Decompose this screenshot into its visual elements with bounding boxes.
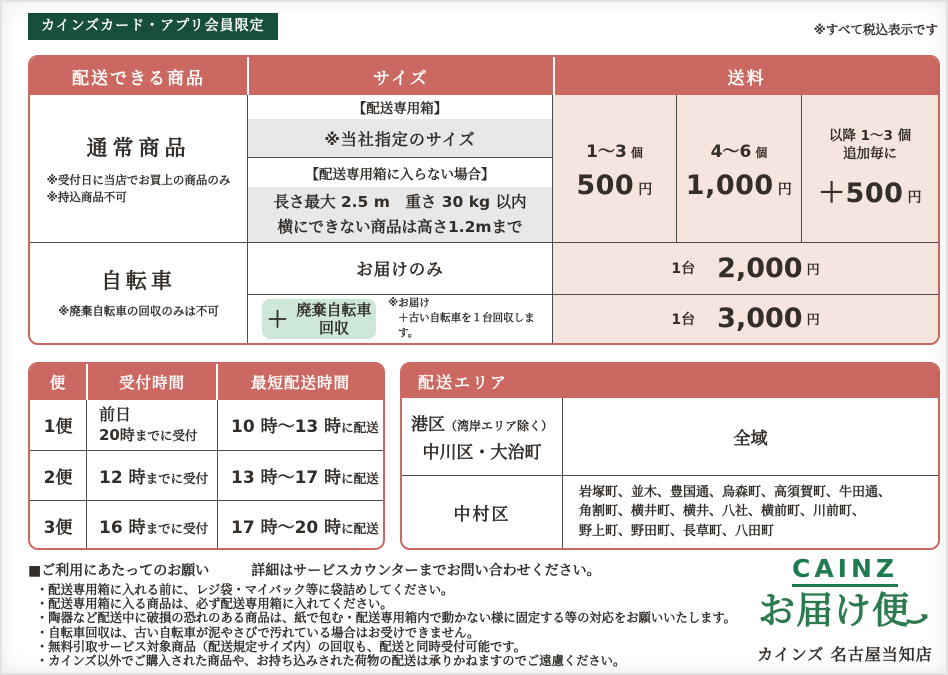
coverage-label: 全域 — [733, 429, 768, 449]
footer-note: ・自転車回収は、古い自転車が泥やさびで汚れている場合はお受けできません。 — [36, 625, 480, 640]
area-line2: 中川区・大治町 — [422, 443, 542, 463]
area-table — [400, 362, 940, 550]
bin-label: 1便 — [43, 417, 73, 437]
bike-fee-unit: 円 — [806, 262, 820, 278]
bicycle-cell — [30, 242, 247, 343]
normal-item-note2: ※持込商品不可 — [46, 189, 127, 204]
normal-item-name: 通常商品 — [86, 135, 191, 160]
swoosh-arrow-icon — [906, 607, 932, 625]
main-table — [28, 55, 940, 345]
grid-line — [30, 242, 938, 243]
fee-qty: 1～3 個 — [586, 141, 643, 162]
schedule-table — [28, 362, 385, 550]
header-bin: 便 — [30, 364, 86, 400]
delivery-only-label: お届けのみ — [356, 260, 444, 279]
bin-label: 3便 — [43, 517, 73, 538]
grid-line — [247, 95, 248, 343]
normal-item-note1: ※受付日に当店でお買上の商品のみ — [46, 172, 231, 187]
size-nobox-line2: 横にできない商品は高さ1.2mまで — [277, 217, 523, 236]
delivery-only-cell — [248, 242, 552, 294]
bicycle-name: 自転車 — [101, 269, 176, 293]
area-cell-nakamura — [402, 476, 562, 548]
header-deliverable-items: 配送できる商品 — [30, 57, 247, 95]
size-nobox-line1: 長さ最大 2.5 m 重さ 30 kg 以内 — [273, 192, 527, 211]
bicycle-fee1-cell — [553, 242, 938, 294]
fee-price: ＋500 円 — [818, 178, 922, 209]
recycle-cell — [248, 294, 552, 343]
plus-icon: ＋ — [266, 308, 289, 333]
grid-line — [217, 400, 218, 548]
schedule-header — [30, 364, 383, 400]
fee-cell-1-3 — [553, 95, 676, 242]
recycle-box-label: 廃棄自転車 回収 — [296, 300, 372, 337]
footer-note: ・陶器など配送中に破損の恐れのある商品は、紙で包む・配送専用箱内で動かない様に固定する等の対応をお願いいたします。 — [36, 611, 736, 626]
coverage-cell-all — [563, 398, 938, 475]
accept-pre: 前日 — [99, 404, 132, 424]
bike-fee-qty: 1台 — [671, 311, 696, 328]
deliver-detail: 17 時～20 時に配送 — [231, 517, 379, 538]
area-line1: 港区（湾岸エリア除く） — [410, 415, 553, 435]
size-box-label: 【配送専用箱】 — [352, 101, 448, 117]
deliver-detail: 10 時～13 時に配送 — [231, 417, 379, 437]
bike-fee-price: 3,000 — [717, 303, 803, 334]
size-nobox-label: 【配送専用箱に入らない場合】 — [305, 167, 495, 183]
fee-price: 500 円 — [576, 169, 653, 201]
grid-line — [552, 95, 553, 343]
bin-label: 2便 — [43, 468, 73, 488]
bicycle-fee2-cell — [553, 294, 938, 343]
fee-qty: 4～6 個 — [710, 141, 768, 162]
area-cell-minato — [402, 398, 562, 475]
grid-line — [676, 95, 677, 242]
store-name: カインズ 名古屋当知店 — [757, 645, 933, 664]
bicycle-note: ※廃棄自転車の回収のみは不可 — [58, 304, 219, 318]
grid-line — [402, 475, 938, 476]
header-accept-time: 受付時間 — [88, 364, 216, 400]
footer-note: ・配送専用箱に入れる前に、レジ袋・マイバック等に袋詰めしてください。 — [36, 583, 454, 597]
schedule-row-2 — [30, 450, 383, 501]
schedule-row-1 — [30, 400, 383, 450]
towns-list: 岩塚町、並木、豊国通、烏森町、高須賀町、牛田通、 角割町、横井町、横井、八社、横前町、川前町、 野上町、野田町、長草町、八田町 — [579, 484, 892, 539]
area-label: 中村区 — [453, 504, 511, 525]
deliver-detail: 13 時～17 時に配送 — [231, 468, 379, 488]
member-badge: カインズカード・アプリ会員限定 — [28, 13, 278, 40]
fee-cell-additional — [802, 95, 938, 242]
footer-note: ・配送専用箱に入る商品は、必ず配送専用箱に入れてください。 — [36, 597, 393, 612]
fee-price: 1,000 円 — [685, 169, 793, 201]
bike-fee-unit: 円 — [806, 313, 820, 328]
footer-note: ・カインズ以外でご購入された商品や、お持ち込みされた荷物の配送は承りかねますのでご遠慮ください。 — [36, 654, 626, 669]
brand-block — [752, 556, 938, 665]
footer-title-row — [28, 560, 601, 580]
fee-qty-line1: 以降 1～3 個 — [828, 128, 912, 144]
size-nobox-label-cell — [248, 157, 552, 188]
footer-contact: 詳細はサービスカウンターまでお問い合わせください。 — [251, 563, 601, 579]
size-nobox-value-cell — [248, 187, 552, 242]
size-box-label-cell — [248, 95, 552, 119]
footer-note: ・無料引取サービス対象商品（配送規定サイズ内）の回収も、配送と同時受付可能です。 — [36, 639, 526, 654]
area-table-title: 配送エリア — [402, 364, 938, 398]
tax-included-note: ※すべて税込表示です — [813, 22, 938, 37]
normal-item-cell — [30, 95, 247, 242]
accept-detail: 12 時までに受付 — [99, 468, 209, 488]
fee-cell-4-6 — [677, 95, 801, 242]
accept-detail: 20時までに受付 — [99, 425, 198, 444]
size-box-value: ※当社指定のサイズ — [324, 129, 476, 149]
main-table-header — [30, 57, 938, 95]
size-box-value-cell — [248, 119, 552, 157]
recycle-note-line1: ※お届け — [388, 297, 430, 309]
accept-detail: 16 時までに受付 — [99, 517, 209, 538]
recycle-box — [262, 299, 376, 339]
header-size: サイズ — [249, 57, 553, 95]
grid-line — [801, 95, 802, 242]
normal-item-notes — [47, 172, 231, 206]
grid-line — [248, 294, 938, 295]
towns-cell — [563, 476, 938, 548]
bike-fee-price: 2,000 — [717, 252, 803, 284]
bike-fee-qty: 1台 — [671, 261, 696, 277]
fee-qty-line2: 追加毎に — [843, 146, 897, 162]
service-logo: お届け便 — [752, 591, 938, 631]
recycle-note-line2: ＋古い自転車を１台回収します。 — [398, 312, 535, 339]
recycle-note — [388, 296, 552, 341]
header-fastest-delivery: 最短配送時間 — [218, 364, 383, 400]
cainz-logo: CAINZ — [792, 556, 898, 587]
grid-line — [562, 398, 563, 548]
footer-notes — [36, 583, 756, 668]
grid-line — [86, 400, 87, 548]
footer-title: ■ご利用にあたってのお願い — [28, 563, 210, 579]
schedule-row-3 — [30, 500, 383, 550]
header-shipping-fee: 送料 — [555, 57, 938, 95]
